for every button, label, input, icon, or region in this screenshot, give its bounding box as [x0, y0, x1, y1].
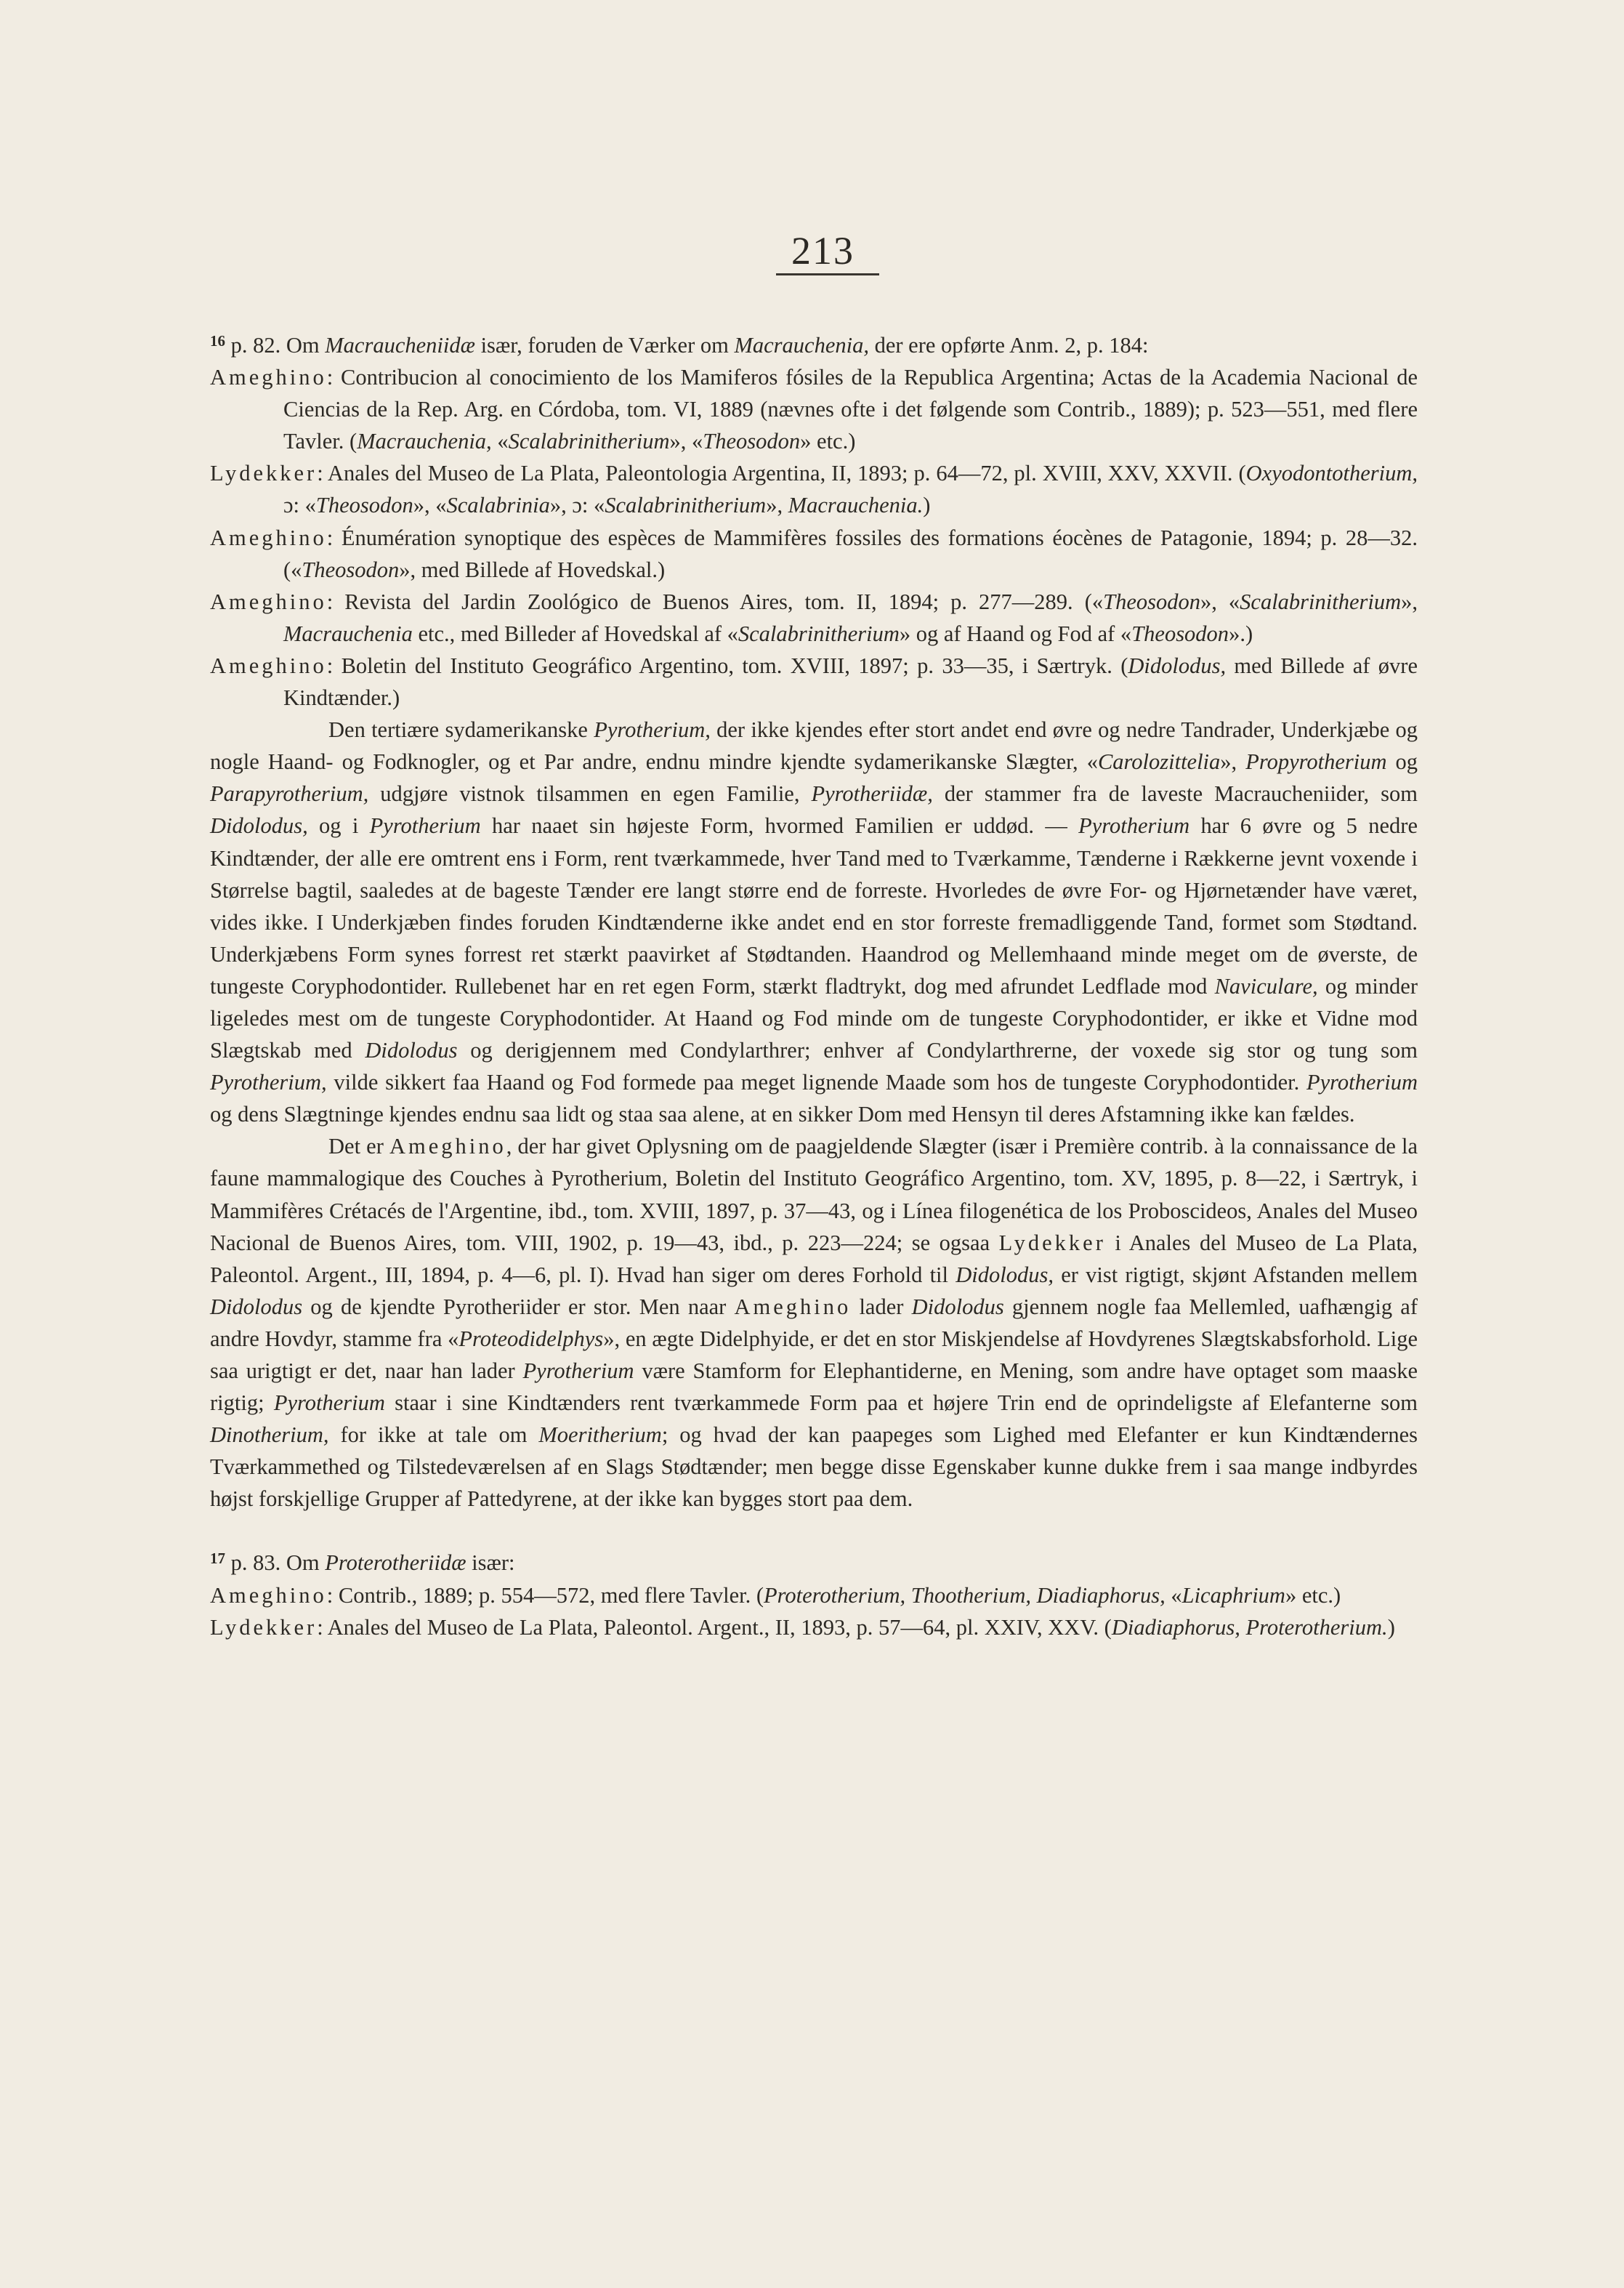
footnote-16	[210, 329, 1418, 1515]
footnote-17-number: 17	[210, 1550, 225, 1568]
text-run: og	[1386, 749, 1418, 775]
footnote-16-paragraph-2	[210, 1130, 1418, 1515]
text-run: «	[1165, 1582, 1182, 1608]
italic-text: Pyrotherium,	[210, 1070, 327, 1095]
section-gap	[210, 1515, 1418, 1547]
text-run: )	[1387, 1614, 1395, 1640]
text-run: gjennem nogle faa Mellemled, uafhængig af andre Hovdyr, stamme fra «	[210, 1294, 1418, 1351]
text-run: der ere opførte Anm. 2, p. 184:	[868, 333, 1149, 358]
footnote-17-reference-1	[210, 1579, 1418, 1611]
text-run: lader	[851, 1294, 912, 1319]
author-name: Ameghino	[389, 1134, 506, 1159]
italic-text: Proterotherium, Thootherium, Diadiaphorus,	[764, 1582, 1166, 1608]
text-run: ».)	[1229, 621, 1253, 646]
footnote-16-heading	[210, 329, 1418, 361]
footnote-16-reference-1	[210, 361, 1418, 457]
author-name: Ameghino	[210, 525, 327, 550]
text-run: med Billede af øvre Kindtænder.)	[283, 653, 1418, 711]
italic-text: Scalabrinia	[446, 493, 550, 518]
author-name: Ameghino	[210, 1582, 327, 1608]
italic-text: Didolodus	[210, 1294, 303, 1319]
text-run: », med Billede af Hovedskal.)	[399, 557, 666, 582]
text-run: »,	[1220, 749, 1246, 775]
author-name: Lydekker	[210, 1614, 318, 1640]
italic-text: Theosodon	[315, 493, 413, 518]
text-run: der stammer fra de laveste Macraucheniider, som	[932, 781, 1418, 807]
italic-text: Theosodon	[1103, 589, 1200, 614]
text-run: være Stamform for Elephantiderne, en Mening, som andre have optaget som maaske rigtig;	[210, 1358, 1418, 1416]
text-run: der ikke kjendes efter stort andet end øvre og nedre Tandrader, Underkjæbe og nogle Haand- og Fodknogler, og et Par andre, endnu mindre kjendte sydamerikanske Slægter, «	[210, 717, 1418, 775]
text-run: er vist rigtigt, skjønt Afstanden mellem	[1053, 1262, 1418, 1287]
text-run: udgjøre vistnok tilsammen en egen Familie,	[368, 781, 812, 807]
text-run: staar i sine Kindtænders rent tværkammede Form paa et højere Trin end de oprindeligste af Elefanterne som	[384, 1390, 1418, 1416]
italic-text: Parapyrotherium,	[210, 781, 369, 807]
author-name: Ameghino	[210, 589, 327, 614]
author-name: Lydekker	[210, 461, 318, 486]
text-run: : Contrib., 1889; p. 554—572, med flere Tavler. (	[326, 1582, 764, 1608]
text-run: Det er	[328, 1134, 389, 1159]
text-run: og dens Slægtninge kjendes endnu saa lidt og staa saa alene, at en sikker Dom med Hensyn til deres Afstamning ikke kan fældes.	[210, 1102, 1355, 1127]
italic-text: Propyrotherium	[1245, 749, 1387, 775]
text-run: »,	[766, 493, 788, 518]
italic-text: Pyrotherium	[273, 1390, 385, 1416]
footnote-17-heading	[210, 1547, 1418, 1579]
footnote-17	[210, 1547, 1418, 1643]
italic-text: Diadiaphorus, Proterotherium.	[1111, 1614, 1388, 1640]
text-run: », en ægte Didelphyide, er det en stor Miskjendelse af Hovdyrenes Slægtskabsforhold. Lige saa urigtigt er det, naar han lader	[210, 1326, 1418, 1383]
italic-text: Pyrotherium	[1306, 1070, 1418, 1095]
text-run: », «	[413, 493, 447, 518]
footnote-16-reference-3	[210, 522, 1418, 586]
italic-text: Scalabrinitherium	[738, 621, 900, 646]
text-run: p. 82. Om	[225, 333, 326, 358]
text-run: vilde sikkert faa Haand og Fod formede paa meget lignende Maade som hos de tungeste Coryphodontider.	[326, 1070, 1306, 1095]
text-run: i Anales del Museo de La Plata, Paleontol. Argent., III, 1894, p. 4—6, pl. I). Hvad han siger om deres Forhold til	[210, 1230, 1418, 1287]
italic-text: Pyrotherium	[522, 1358, 634, 1383]
italic-text: Didolodus,	[1128, 653, 1227, 678]
text-run: p. 83. Om	[225, 1550, 326, 1576]
text-run: : Contribucion al conocimiento de los Mamiferos fósiles de la Republica Argentina; Actas de la Academia Nacional de Ciencias de la Rep. Arg. en Córdoba, tom. VI, 1889 (nævnes ofte i det følgende som Contrib., 1889); p. 523—551, med flere Tavler. (	[283, 365, 1418, 454]
italic-text: Theosodon	[703, 429, 801, 454]
text-run: : Boletin del Instituto Geográfico Argentino, tom. XVIII, 1897; p. 33—35, i Særtryk. (	[326, 653, 1128, 678]
footnote-16-reference-5	[210, 650, 1418, 714]
italic-text: Scalabrinitherium	[605, 493, 767, 518]
text-run: og de kjendte Pyrotheriider er stor. Men naar	[302, 1294, 735, 1319]
footnote-16-paragraph-1	[210, 714, 1418, 1130]
text-run: » og af Haand og Fod af «	[899, 621, 1132, 646]
text-run: »,	[1401, 589, 1418, 614]
footnote-16-reference-4	[210, 586, 1418, 650]
italic-text: Proterotheriidæ	[325, 1550, 466, 1576]
text-run: og minder ligeledes mest om de tungeste Coryphodontider. At Haand og Fod minde om de tungeste Coryphodontider, er ikke et Vidne mod Slægtskab med	[210, 973, 1418, 1063]
italic-text: Oxyodontotherium,	[1245, 461, 1418, 486]
text-run: og i	[307, 813, 370, 839]
italic-text: Macraucheniidæ	[325, 333, 475, 358]
text-run: : Revista del Jardin Zoológico de Buenos Aires, tom. II, 1894; p. 277—289. («	[326, 589, 1104, 614]
italic-text: Pyrotherium,	[594, 717, 711, 743]
author-name: Ameghino	[210, 365, 327, 390]
italic-text: Pyrotherium	[1078, 813, 1190, 839]
italic-text: Theosodon	[1131, 621, 1229, 646]
footnote-17-heading-text	[225, 1550, 515, 1575]
footnote-16-heading-text	[225, 333, 1149, 358]
text-run: », «	[669, 429, 703, 454]
italic-text: Macrauchenia	[283, 621, 413, 646]
text-run: , der har givet Oplysning om de paagjeldende Slægter (især i Première contrib. à la connaissance de la faune mammalogique des Couches à Pyrotherium, Boletin del Instituto Geográfico Argentino, tom. XV, 1895, p. 8—22, i Særtryk, i Mammifères Crétacés de l'Argentine, ibd., tom. XVIII, 1897, p. 37—43, og i Línea filogenética de los Proboscideos, Anales del Museo Nacional de Buenos Aires, tom. VIII, 1902, p. 19—43, ibd., p. 223—224; se ogsaa	[210, 1134, 1418, 1255]
author-name: Ameghino	[210, 653, 327, 678]
text-run: : Énumération synoptique des espèces de Mammifères fossiles des formations éocènes de Patagonie, 1894; p. 28—32. («	[283, 525, 1418, 582]
italic-text: Didolodus,	[210, 813, 308, 839]
italic-text: Macrauchenia,	[357, 429, 492, 454]
italic-text: Scalabrinitherium	[1240, 589, 1402, 614]
italic-text: Theosodon	[302, 557, 400, 582]
italic-text: Macrauchenia,	[734, 333, 869, 358]
italic-text: Proteodidelphys	[458, 1326, 604, 1351]
page-number: 213	[791, 229, 855, 273]
text-run: ; og hvad der kan paapeges som Lighed med Elefanter er kun Kindtændernes Tværkammethed og Tilstedeværelsen af en Slags Stødtænder; men begge disse Egenskaber kunne dukke frem i saa mange indbyrdes højst forskjellige Grupper af Pattedyrene, at der ikke kan bygges stort paa dem.	[210, 1422, 1418, 1512]
text-run: især:	[466, 1550, 515, 1576]
text-run: », «	[1200, 589, 1240, 614]
text-run: etc., med Billeder af Hovedskal af «	[412, 621, 738, 646]
text-run: » etc.)	[800, 429, 856, 454]
text-run: især, foruden de Værker om	[474, 333, 735, 358]
text-run: for ikke at tale om	[328, 1422, 539, 1448]
italic-text: Dinotherium,	[210, 1422, 329, 1448]
text-run: » etc.)	[1285, 1582, 1341, 1608]
italic-text: Pyrotherium	[369, 813, 481, 839]
footnote-16-reference-2	[210, 457, 1418, 521]
italic-text: Scalabrinitherium	[508, 429, 670, 454]
text-run: «	[491, 429, 509, 454]
text-run: ɔ: «	[283, 493, 316, 518]
italic-text: Didolodus,	[956, 1262, 1054, 1287]
text-run: : Anales del Museo de La Plata, Paleontol. Argent., II, 1893, p. 57—64, pl. XXIV, XXV. (	[317, 1614, 1112, 1640]
text-run: Den tertiære sydamerikanske	[328, 717, 594, 743]
italic-text: Licaphrium	[1181, 1582, 1285, 1608]
footnotes-body	[210, 329, 1418, 1643]
italic-text: Naviculare,	[1214, 973, 1318, 999]
italic-text: Pyrotheriidæ,	[811, 781, 933, 807]
text-run: », ɔ: «	[549, 493, 605, 518]
text-run: og derigjennem med Condylarthrer; enhver af Condylarthrerne, der voxede sig stor og tung som	[457, 1038, 1418, 1063]
italic-text: Moeritherium	[538, 1422, 662, 1448]
italic-text: Carolozittelia	[1097, 749, 1221, 775]
text-run: : Anales del Museo de La Plata, Paleontologia Argentina, II, 1893; p. 64—72, pl. XVIII, XXV, XXVII. (	[317, 461, 1246, 486]
text-run: har 6 øvre og 5 nedre Kindtænder, der alle ere omtrent ens i Form, rent tværkammede, hver Tand med to Tværkamme, Tænderne i Rækkerne jevnt voxende i Størrelse bagtil, saaledes at de bageste Tænder ere langt større end de forreste. Hvorledes de øvre For- og Hjørnetænder have været, vides ikke. I Underkjæben findes foruden Kindtænderne ikke andet end en stor forreste fremadliggende Tand, formet som Stødtand. Underkjæbens Form synes forrest ret stærkt paavirket af Stødtanden. Haandrod og Mellemhaand minde meget om de øverste, de tungeste Coryphodontider. Rullebenet har en ret egen Form, stærkt fladtrykt, dog med afrundet Ledflade mod	[210, 813, 1418, 999]
italic-text: Macrauchenia.	[788, 493, 924, 518]
author-name: Ameghino	[734, 1294, 852, 1319]
footnote-17-reference-2	[210, 1611, 1418, 1643]
italic-text: Didolodus	[911, 1294, 1004, 1319]
text-run: har naaet sin højeste Form, hvormed Familien er uddød. —	[480, 813, 1079, 839]
text-run: )	[923, 493, 931, 518]
footnote-16-number: 16	[210, 332, 225, 350]
page-number-rule	[776, 273, 879, 275]
italic-text: Didolodus	[365, 1038, 458, 1063]
author-name: Lydekker	[998, 1230, 1106, 1255]
